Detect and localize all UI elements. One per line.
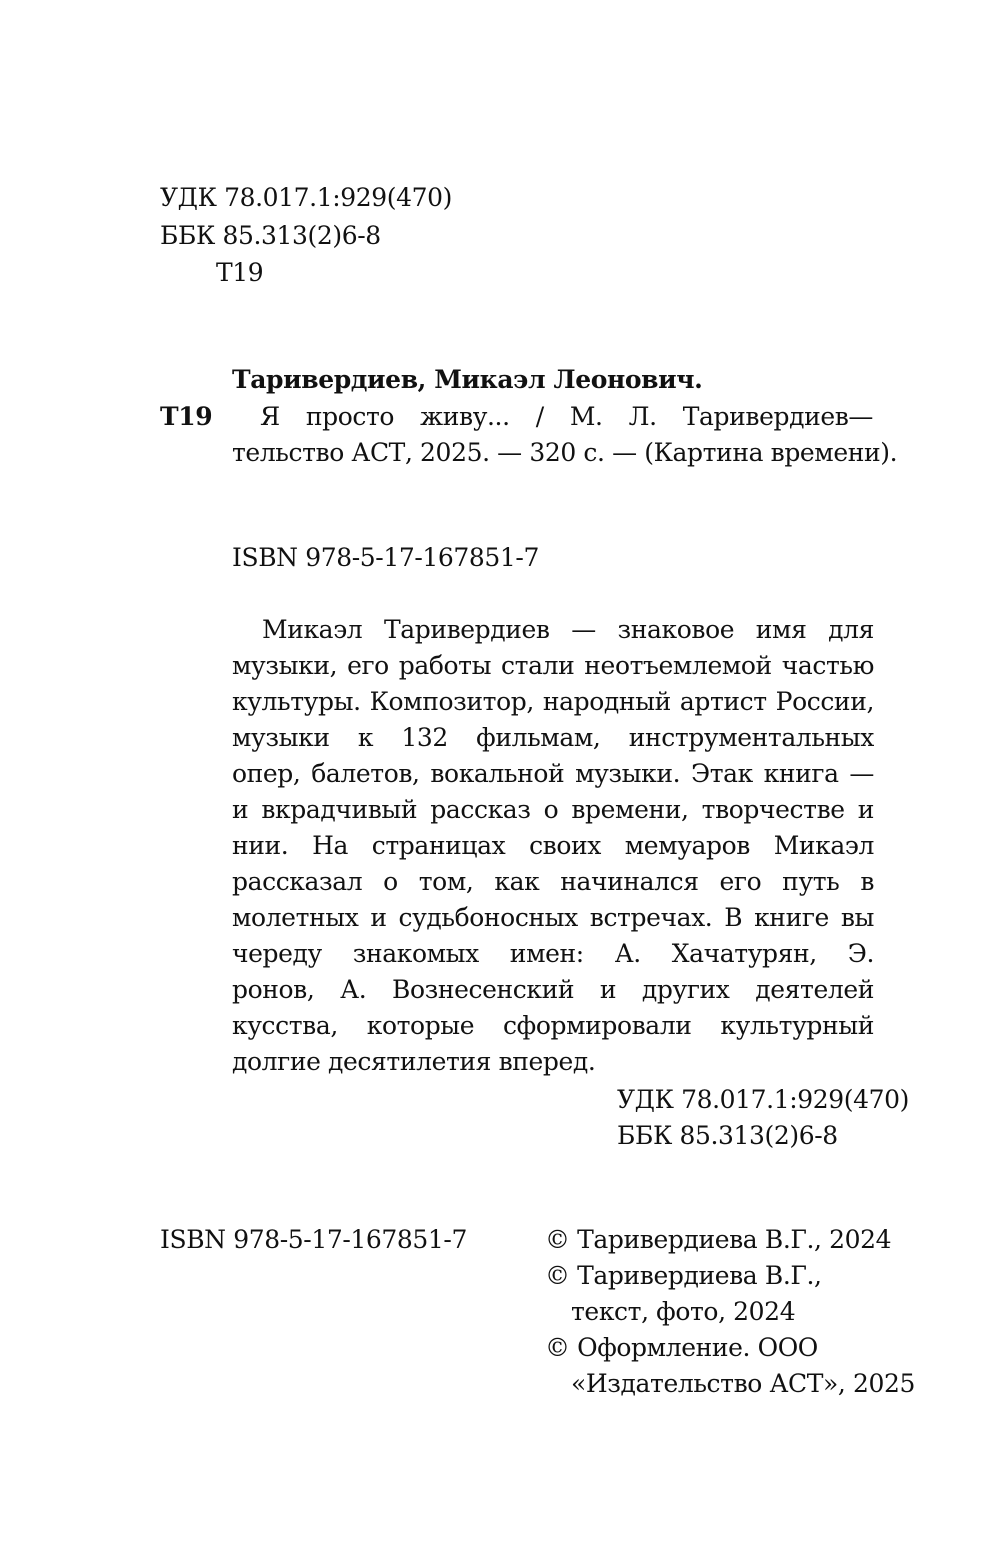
annotation-line: молетных и судьбоносных встречах. В книге вы bbox=[232, 903, 874, 932]
bib-line-1: Я просто живу... / М. Л. Таривердиев— bbox=[260, 402, 873, 431]
annotation-line: нии. На страницах своих мемуаров Микаэл bbox=[232, 831, 874, 860]
annotation-line: кусства, которые сформировали культурный bbox=[232, 1011, 874, 1040]
bbk-code-bottom: ББК 85.313(2)6-8 bbox=[617, 1121, 838, 1150]
annotation-line: череду знакомых имен: А. Хачатурян, Э. bbox=[232, 939, 874, 968]
udk-code-top: УДК 78.017.1:929(470) bbox=[160, 183, 452, 212]
author-mark-entry: Т19 bbox=[160, 402, 213, 431]
isbn-bottom: ISBN 978-5-17-167851-7 bbox=[160, 1225, 467, 1254]
annotation-line: опер, балетов, вокальной музыки. Этак книга — bbox=[232, 759, 874, 788]
annotation-line: музыки, его работы стали неотъемлемой частью bbox=[232, 651, 874, 680]
annotation-line: ронов, А. Вознесенский и других деятелей bbox=[232, 975, 874, 1004]
isbn-main: ISBN 978-5-17-167851-7 bbox=[232, 543, 539, 572]
copyright-line: «Издательство АСТ», 2025 bbox=[571, 1369, 916, 1398]
bib-line-2: тельство АСТ, 2025. — 320 с. — (Картина времени). bbox=[232, 438, 898, 467]
udk-code-bottom: УДК 78.017.1:929(470) bbox=[617, 1085, 909, 1114]
copyright-line: текст, фото, 2024 bbox=[571, 1297, 796, 1326]
annotation-line: и вкрадчивый рассказ о времени, творчестве и bbox=[232, 795, 874, 824]
author-heading: Таривердиев, Микаэл Леонович. bbox=[232, 365, 703, 394]
bbk-code-top: ББК 85.313(2)6-8 bbox=[160, 221, 381, 250]
copyright-line: © Оформление. ООО bbox=[545, 1333, 818, 1362]
copyright-line: © Таривердиева В.Г., 2024 bbox=[545, 1225, 892, 1254]
annotation-line: культуры. Композитор, народный артист России, bbox=[232, 687, 874, 716]
annotation-line: рассказал о том, как начинался его путь в bbox=[232, 867, 874, 896]
copyright-line: © Таривердиева В.Г., bbox=[545, 1261, 822, 1290]
annotation-line: музыки к 132 фильмам, инструментальных bbox=[232, 723, 874, 752]
author-mark-top: Т19 bbox=[216, 258, 264, 287]
annotation-line: долгие десятилетия вперед. bbox=[232, 1047, 596, 1076]
annotation-line: Микаэл Таривердиев — знаковое имя для bbox=[262, 615, 874, 644]
